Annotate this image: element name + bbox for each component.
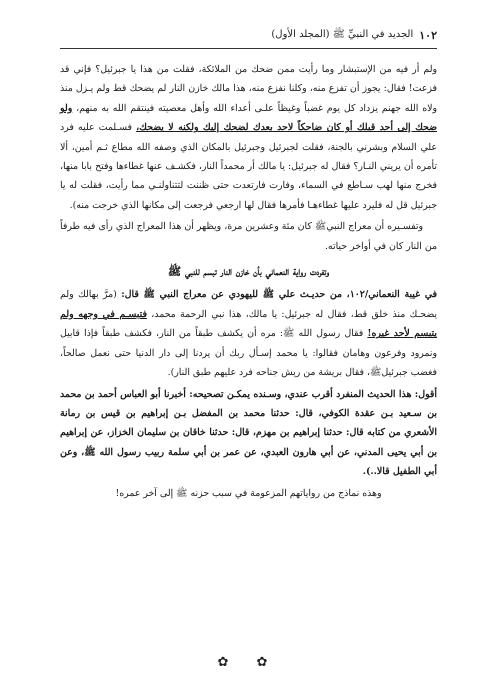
- paragraph-3: [60, 285, 437, 382]
- paragraph-2: وتفسـيره أن معراج النبيﷺ كان مئة وعشرين مرة، ويظهر أن هذا المعراج الذي رأى فيه طرفاً من النار كان في أواخر حياته.: [60, 221, 437, 252]
- page-number: ١٠٢: [419, 28, 437, 42]
- running-title: الجديد في النبيِّ ﷺ (المجلد الأول): [271, 29, 414, 40]
- paragraph-3-emphasis: فتبسـم في وجهه ولم يتبسم لأحد غيره!: [60, 308, 437, 340]
- paragraph-3-continuation: فقال رسول الله ﷺ: مره أن يكشف طبقاً من النار، فكشف طبقاً فإذا قابيل ونمرود وفرعون وهامان فقالوا: يا محمد إسـأل ربك أن يردنا إلى دار الدنيا حتى نعمل صالحاً، فغضب جبرئيلﷺ، فقال بريشة من ريش جناحه فرد عليهم طبق النار).: [60, 328, 437, 379]
- paragraph-1-emphasis: ولو ضحك إلى أحد قبلك أو كان ضاحكاً لاحد بعدك لضحك إليك ولكنه لا يضحك،: [60, 102, 437, 134]
- paragraph-3-lead: في غيبة النعماني/١٠٢، من حديـث علي ﷺ لليهودي عن معراج النبي ﷺ قال:: [121, 289, 437, 301]
- paragraph-5: وهذه نماذج من رواياتهم المزعومة في سبب حزنه ﷺ إلى آخر عمره!: [115, 487, 382, 499]
- section-heading: وتفردت رواية النعماني بأن خازن النار تبسم للنبي ﷺ: [167, 265, 330, 279]
- paragraph-1: [60, 60, 437, 215]
- paragraph-1-continuation: فسـلمت عليه فرد علي السلام وبشرني بالجنة، فقلت لجبرئيل وجبرئيل بالمكان الذي وصفه الله مطاع ثـم أمين، ألا تأمره أن يريني النـار؟ فقال له جبرئيل: يا مالك أر محمداً النار، فكشـف عنها غطاءها وفتح بابا منها، فخرج منها لهب سـاطع في السماء، وفارت فارتعدت حتى ظننت لتتناولنـي مما رأيت، فقلت له يا جبرئيل قل له فليرد عليها غطاءهـا فأمرها فقال لها ارجعي فرجعت إلى مكانها الذي خرجت منه).: [60, 122, 437, 211]
- page-header: [60, 26, 437, 44]
- paragraph-4: أقول: هذا الحديث المنفرد أقرب عندي، وسـنده يمكـن تصحيحه: أخبرنا أبو العباس أحمد بن محمد بن سـعيد بـن عقدة الكوفي، قال: حدثنا محمد بن المفضل بـن إبراهيم بن قيس بن رمانة الأشعري من كتابه قال: حدثنا إبراهيم بن مهزم، قال: حدثنا خاقان بن سليمان الخزاز، عن إبراهيم بن أبي يحيى المدني، عن أبي هارون العبدي، عن عمر بن أبي سلمة ربيب رسول الله ﷺ، وعن أبي الطفيل قالا..).: [60, 388, 437, 478]
- paragraph-1-text: ولم أر فيه من الإستبشار وما رأيت ممن ضحك من الملائكة، فقلت من هذا يا جبرئيل؟ فإني قد فزعت! فقال: يجوز أن تفزع منه، وكلنا نفزع منه، هذا مالك خازن النار لم يضحك قط ولم يـزل منذ ولاه الله جهنم يزداد كل يوم غضباً وغيظاً علـى أعداء الله وأهل معصيته فينتقم الله به منهم،: [60, 64, 437, 114]
- paragraph-3-text: (مرَّ بهالك ولم يضحـك منذ خلق قط، فقال له جبرئيل: يا مالك، هذا نبي الرحمة محمد،: [60, 289, 437, 320]
- header-rule: [60, 48, 437, 49]
- page-body: [60, 60, 437, 503]
- end-ornament: ✿ ✿: [217, 655, 280, 670]
